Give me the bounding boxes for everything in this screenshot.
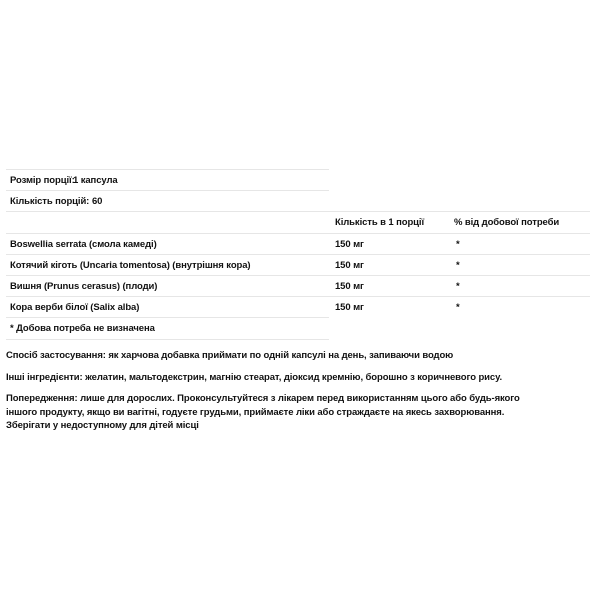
table-row <box>6 233 590 255</box>
ingredient-name: Boswellia serrata (смола камеді) <box>10 239 157 250</box>
serving-size-row <box>6 169 329 191</box>
ingredient-amount: 150 мг <box>335 281 364 292</box>
serving-count-value: 60 <box>92 196 103 207</box>
serving-size-label: Розмір порції: <box>10 175 75 186</box>
warning-text: Попередження: лише для дорослих. Проконсультуйтеся з лікарем перед використанням цього або будь-якого іншого продукту, якщо ви вагітні, годуєте грудьми, приймаєте ліки або страждаєте на якесь захворювання. Зберігати у недоступному для дітей місці <box>6 393 520 431</box>
ingredient-dv: * <box>456 260 460 271</box>
serving-count-label: Кількість порцій: <box>10 196 90 207</box>
ingredient-dv: * <box>456 239 460 250</box>
dv-header: % від добової потреби <box>454 217 560 228</box>
ingredient-amount: 150 мг <box>335 260 364 271</box>
serving-count-row <box>6 190 329 212</box>
ingredient-name: Кора верби білої (Salix alba) <box>10 302 140 313</box>
serving-size-value: 1 капсула <box>73 175 118 186</box>
ingredient-name: Вишня (Prunus cerasus) (плоди) <box>10 281 158 292</box>
table-row <box>6 254 590 276</box>
table-header-row <box>6 211 590 233</box>
footnote-row <box>6 317 329 340</box>
ingredient-dv: * <box>456 281 460 292</box>
table-row <box>6 296 590 318</box>
footnote: * Добова потреба не визначена <box>10 323 155 334</box>
table-row <box>6 275 590 297</box>
ingredient-name: Котячий кіготь (Uncaria tomentosa) (внутрішня кора) <box>10 260 251 271</box>
amount-header: Кількість в 1 порції <box>335 217 425 228</box>
ingredient-amount: 150 мг <box>335 239 364 250</box>
ingredient-dv: * <box>456 302 460 313</box>
ingredient-amount: 150 мг <box>335 302 364 313</box>
usage-text: Спосіб застосування: як харчова добавка приймати по одній капсулі на день, запиваючи водою <box>6 350 454 361</box>
other-ingredients-text: Інші інгредієнти: желатин, мальтодекстрин, магнію стеарат, діоксид кремнію, борошно з коричневого рису. <box>6 372 502 383</box>
